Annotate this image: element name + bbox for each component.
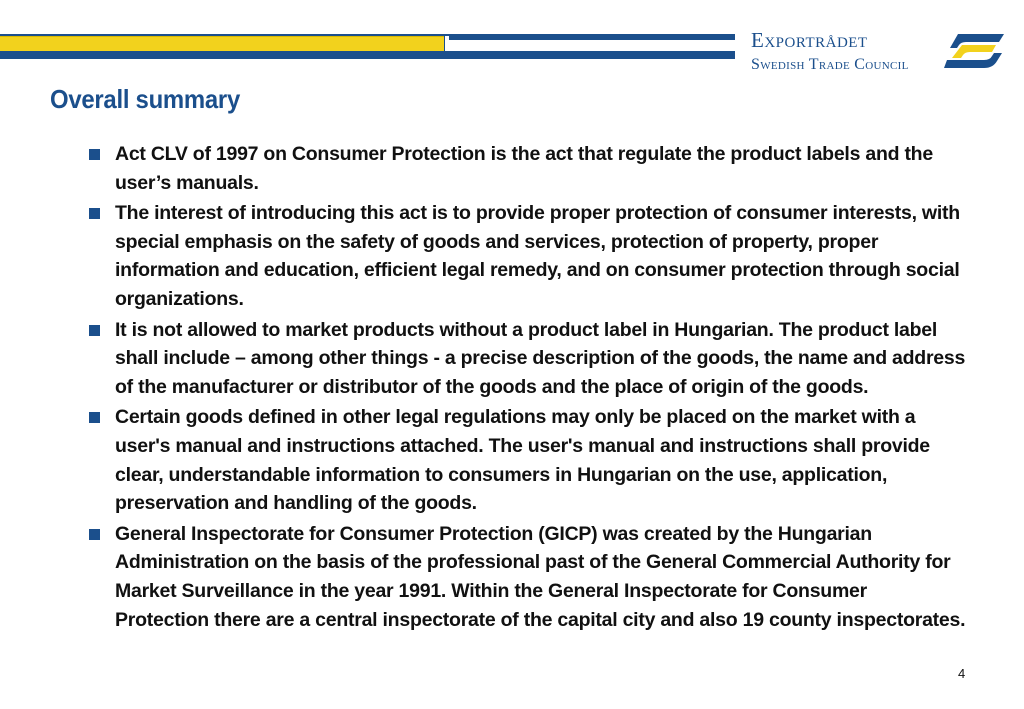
page-number: 4 [958,666,966,681]
bullet-list [86,140,966,636]
bullet-square-icon [89,412,100,423]
logo-wordmark [751,30,909,73]
logo-line-1: Exportrådet [751,28,868,52]
slide-title: Overall summary [50,84,240,114]
bullet-text: The interest of introducing this act is to provide proper protection of consumer interests, with special emphasis on the safety of goods and services, protection of property, proper information and education, efficient legal remedy, and on consumer protection through social organizations. [115,202,960,310]
bullet-item [86,520,966,634]
bullet-text: General Inspectorate for Consumer Protection (GICP) was created by the Hungarian Administration on the basis of the professional past of the General Commercial Authority for Market Surveillance in the year 1991. Within the General Inspectorate for Consumer Protection there are a central inspectorate of the capital city and also 19 county inspectorates. [115,522,966,631]
bullet-item [86,140,966,197]
bullet-square-icon [89,149,100,160]
logo-line-2: Swedish Trade Council [751,56,909,73]
bullet-square-icon [89,325,100,336]
bullet-item [86,403,966,517]
header-band [0,34,735,60]
header-band-tab [444,36,449,51]
bullet-text: Act CLV of 1997 on Consumer Protection is the act that regulate the product labels and the user’s manuals. [115,143,933,194]
header-band-yellow [0,36,444,52]
header-band-blue-bottom [0,51,735,59]
bullet-text: It is not allowed to market products without a product label in Hungarian. The product label shall include – among other things - a precise description of the goods, the name and address of the manufacturer or distributor of the goods and the place of origin of the goods. [115,318,966,398]
bullet-square-icon [89,529,100,540]
bullet-item [86,199,966,313]
bullet-square-icon [89,208,100,219]
bullet-text: Certain goods defined in other legal regulations may only be placed on the market with a user's manual and instructions attached. The user's manual and instructions shall provide clear, understandable information to consumers in Hungarian on the use, application, preservation and handling of the goods. [115,406,930,515]
swedish-trade-council-logo-icon [944,32,1006,70]
bullet-item [86,316,966,402]
